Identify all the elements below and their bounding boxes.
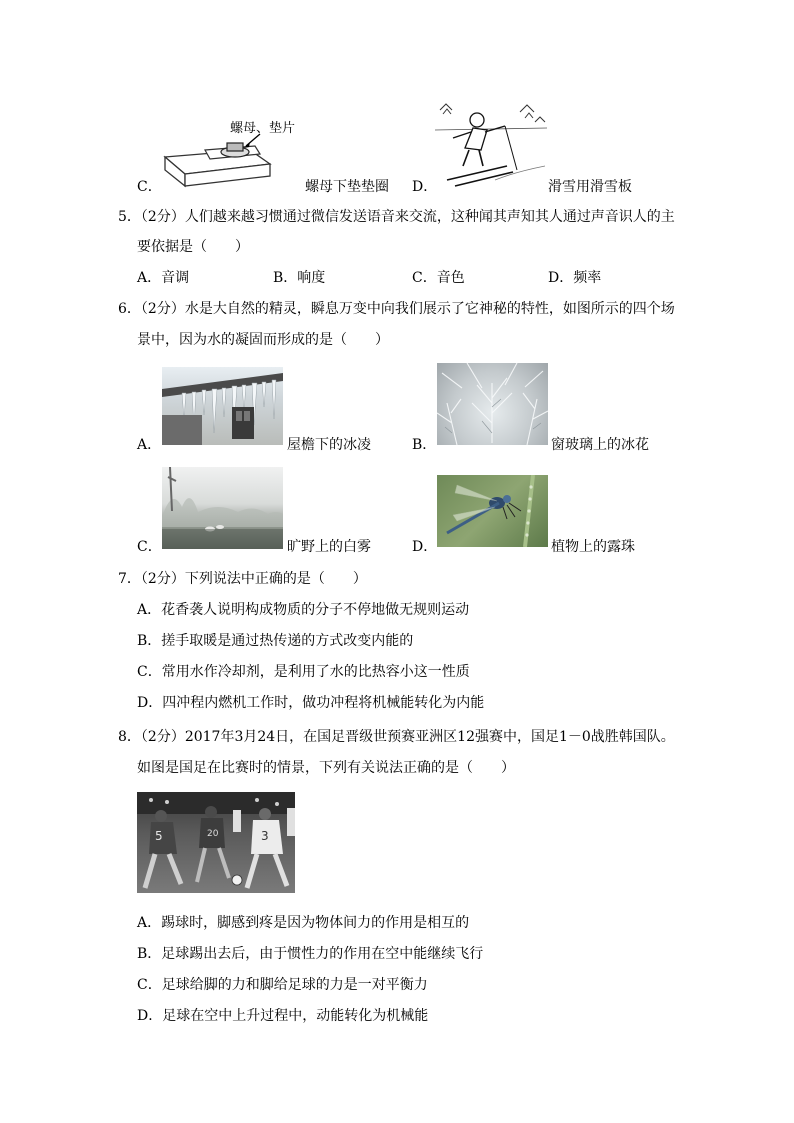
q8-option-c: C．足球给脚的力和脚给足球的力是一对平衡力 — [137, 977, 428, 993]
q8-option-d: D．足球在空中上升过程中，动能转化为机械能 — [137, 1008, 429, 1024]
q6-stem-line2: 景中，因为水的凝固而形成的是（ ） — [137, 332, 389, 348]
q6-option-b-caption: 窗玻璃上的冰花 — [551, 437, 649, 453]
q4-option-d-letter: D． — [412, 179, 438, 195]
nut-washer-figure-label: 螺母、垫片 — [230, 121, 296, 136]
q7-option-c: C．常用水作冷却剂，是利用了水的比热容小这一性质 — [137, 664, 470, 680]
skier-figure — [435, 100, 547, 188]
football-match-photo — [137, 792, 295, 893]
dragonfly-dew-photo — [437, 475, 548, 547]
q5-option-b: B．响度 — [273, 270, 326, 286]
svg-text:5: 5 — [155, 829, 163, 843]
svg-text:3: 3 — [261, 829, 269, 843]
q7-option-b: B．搓手取暖是通过热传递的方式改变内能的 — [137, 633, 414, 649]
q6-option-a-caption: 屋檐下的冰凌 — [287, 437, 371, 453]
q7-stem: 7．（2分）下列说法中正确的是（ ） — [118, 571, 367, 587]
svg-text:20: 20 — [207, 829, 219, 839]
q5-option-c: C．音色 — [412, 270, 465, 286]
q5-stem-line2: 要依据是（ ） — [137, 239, 249, 255]
q6-option-a-letter: A． — [137, 437, 162, 453]
q5-stem-line1: 5．（2分）人们越来越习惯通过微信发送语音来交流，这种闻其声知其人通过声音识人的主 — [118, 209, 675, 225]
frost-window-photo — [437, 363, 548, 445]
q6-option-c-letter: C． — [137, 539, 162, 555]
q5-option-d: D．频率 — [548, 270, 602, 286]
q7-option-d: D．四冲程内燃机工作时，做功冲程将机械能转化为内能 — [137, 695, 485, 711]
q6-option-c-caption: 旷野上的白雾 — [287, 539, 371, 555]
q8-option-a: A．踢球时，脚感到疼是因为物体间力的作用是相互的 — [137, 915, 470, 931]
q5-option-a: A．音调 — [137, 270, 190, 286]
q8-option-b: B．足球踢出去后，由于惯性力的作用在空中能继续飞行 — [137, 946, 484, 962]
icicles-photo — [162, 367, 283, 445]
q8-stem-line1: 8．（2分）2017年3月24日，在国足晋级世预赛亚洲区12强赛中，国足1－0战胜韩国队。 — [118, 729, 675, 745]
q4-option-c-caption: 螺母下垫垫圈 — [305, 179, 389, 195]
q7-option-a: A．花香袭人说明构成物质的分子不停地做无规则运动 — [137, 602, 470, 618]
q4-option-c-letter: C． — [137, 179, 162, 195]
q4-option-d-caption: 滑雪用滑雪板 — [548, 179, 632, 195]
q6-option-d-letter: D． — [412, 539, 438, 555]
q6-option-b-letter: B． — [412, 437, 437, 453]
q6-stem-line1: 6．（2分）水是大自然的精灵，瞬息万变中向我们展示了它神秘的特性，如图所示的四个场 — [118, 301, 675, 317]
q8-stem-line2: 如图是国足在比赛时的情景，下列有关说法正确的是（ ） — [137, 760, 515, 776]
fog-field-photo — [162, 467, 283, 549]
q6-option-d-caption: 植物上的露珠 — [551, 539, 635, 555]
